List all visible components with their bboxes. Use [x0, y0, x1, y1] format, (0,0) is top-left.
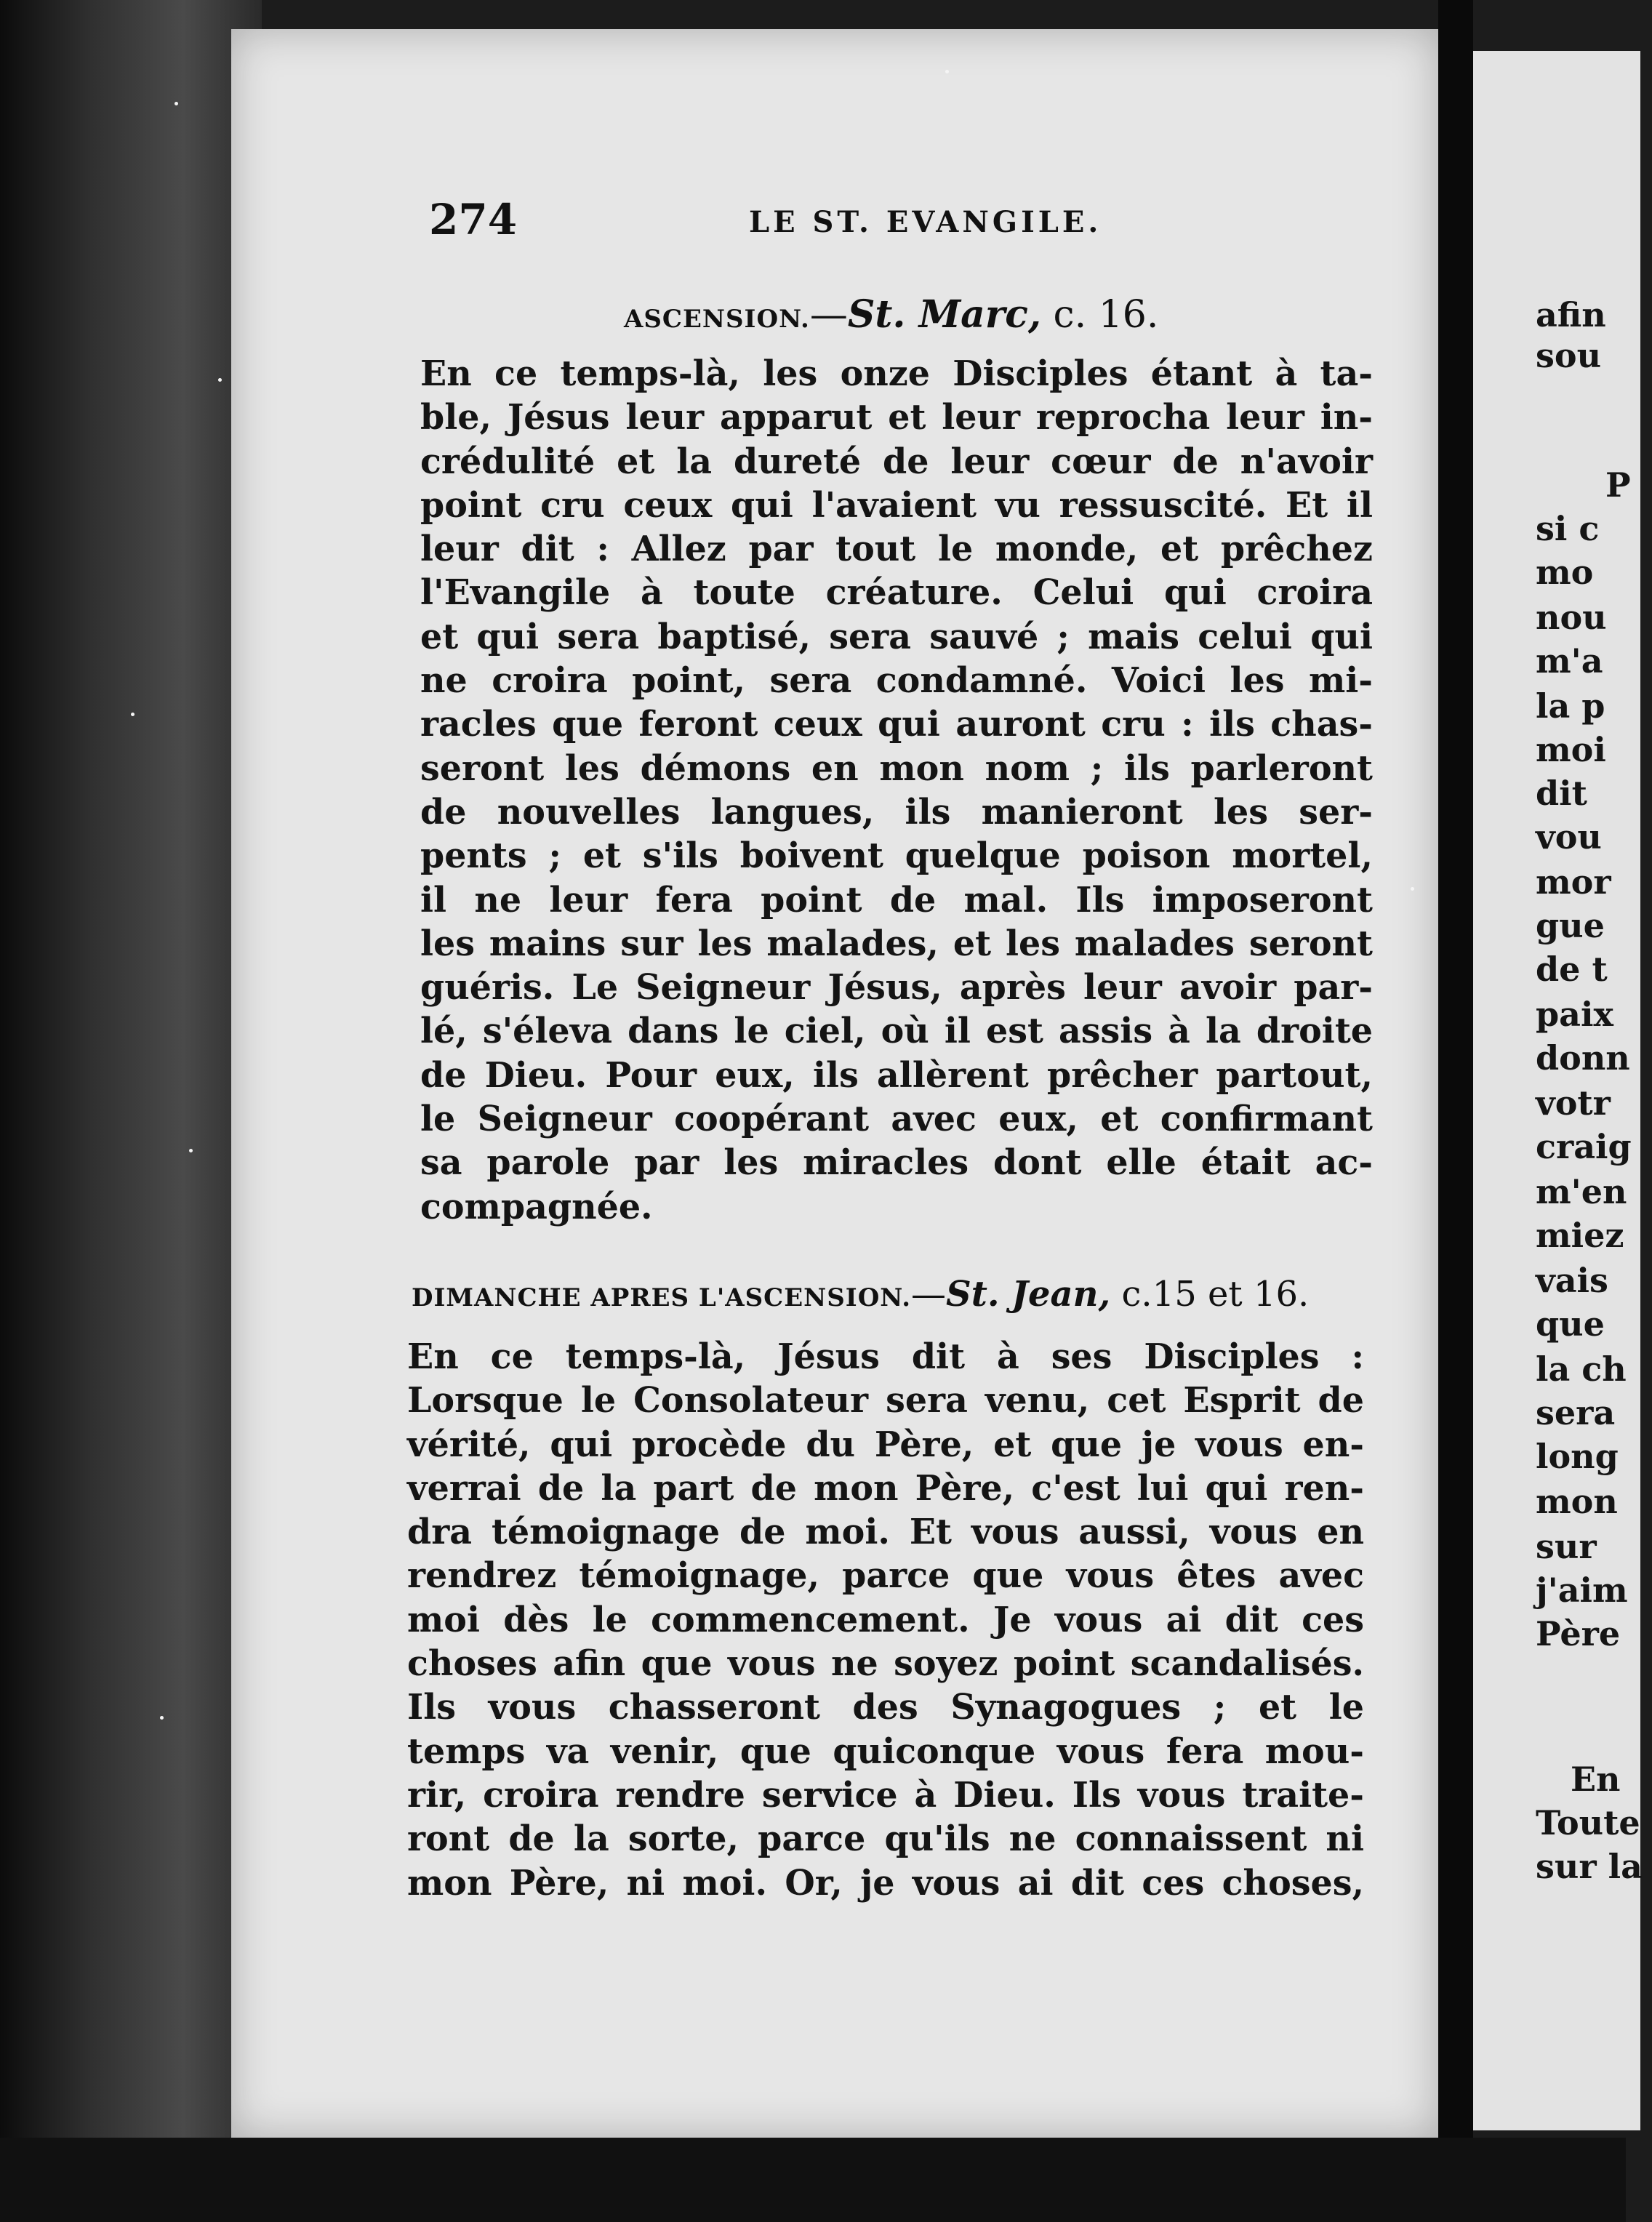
heading-gospel: St. Marc,	[847, 292, 1042, 337]
text-line: l'Evangile à toute créature. Celui qui croira	[420, 572, 1373, 614]
text-line: point cru ceux qui l'avaient vu ressuscité. Et il	[420, 484, 1373, 526]
heading-feast: ASCENSION.	[624, 305, 810, 334]
fragment-line: afin	[1536, 295, 1606, 334]
fragment-line: dit	[1536, 774, 1587, 813]
fragment-line: mor	[1536, 862, 1611, 902]
fragment-line: de t	[1536, 950, 1608, 989]
fragment-line: craig	[1536, 1127, 1632, 1166]
heading-chapter: c.15 et 16.	[1110, 1274, 1310, 1315]
text-line: choses afin que vous ne soyez point scandalisés.	[407, 1643, 1364, 1685]
fragment-line: P	[1605, 465, 1631, 505]
page-number: 274	[429, 195, 518, 244]
fragment-line: sou	[1536, 336, 1602, 375]
fragment-line: moi	[1536, 730, 1606, 769]
fragment-line: m'en	[1536, 1172, 1627, 1211]
fragment-line: si c	[1536, 509, 1600, 548]
text-line: En ce temps-là, les onze Disciples étant à ta-	[420, 353, 1373, 394]
text-line: guéris. Le Seigneur Jésus, après leur avoir par-	[420, 967, 1373, 1008]
fragment-line: sera	[1536, 1393, 1616, 1432]
text-line: Ils vous chasseront des Synagogues ; et le	[407, 1687, 1364, 1728]
text-line: il ne leur fera point de mal. Ils imposeront	[420, 879, 1373, 921]
fragment-line: gue	[1536, 906, 1605, 945]
text-line: ble, Jésus leur apparut et leur reprocha leur in-	[420, 397, 1373, 438]
text-line: leur dit : Allez par tout le monde, et prêchez	[420, 529, 1373, 570]
heading-gospel: St. Jean,	[946, 1274, 1111, 1315]
fragment-line: En	[1571, 1760, 1621, 1799]
scan-speck	[175, 102, 178, 105]
fragment-line: votr	[1536, 1083, 1611, 1123]
text-line: rir, croira rendre service à Dieu. Ils vous traite-	[407, 1774, 1364, 1816]
scan-speck	[1411, 887, 1414, 891]
fragment-line: j'aim	[1536, 1571, 1628, 1610]
heading-dash: —	[911, 1274, 947, 1315]
fragment-line: paix	[1536, 995, 1613, 1034]
text-line: lé, s'éleva dans le ciel, où il est assis à la droite	[420, 1011, 1373, 1052]
fragment-line: donn	[1536, 1038, 1630, 1078]
fragment-line: mon	[1536, 1482, 1618, 1521]
text-line: et qui sera baptisé, sera sauvé ; mais celui qui	[420, 616, 1373, 657]
gospel-passage-sunday	[407, 1335, 1364, 1905]
fragment-line: nou	[1536, 598, 1607, 637]
text-line: sa parole par les miracles dont elle était ac-	[420, 1142, 1373, 1184]
fragment-line: m'a	[1536, 641, 1603, 681]
fragment-line: sur	[1536, 1527, 1597, 1566]
running-head	[429, 195, 1374, 253]
fragment-line: la p	[1536, 686, 1605, 726]
text-line: le Seigneur coopérant avec eux, et confirmant	[420, 1099, 1373, 1140]
text-line: ront de la sorte, parce qu'ils ne connaissent ni	[407, 1818, 1364, 1860]
text-line: Lorsque le Consolateur sera venu, cet Esprit de	[407, 1380, 1364, 1421]
fragment-line: Père	[1536, 1614, 1621, 1653]
heading-feast: DIMANCHE APRES L'ASCENSION.	[412, 1283, 912, 1312]
scan-speck	[218, 378, 222, 382]
left-binding-gutter	[0, 0, 262, 2222]
text-line: de Dieu. Pour eux, ils allèrent prêcher partout,	[420, 1054, 1373, 1096]
text-line: moi dès le commencement. Je vous ai dit ces	[407, 1599, 1364, 1640]
scan-speck	[160, 1716, 164, 1720]
text-line: racles que feront ceux qui auront cru : ils chas-	[420, 704, 1373, 745]
fragment-line: vou	[1536, 817, 1602, 857]
text-line: En ce temps-là, Jésus dit à ses Disciples :	[407, 1336, 1364, 1377]
heading-chapter: c. 16.	[1041, 293, 1159, 337]
scan-bottom-border	[0, 2138, 1626, 2222]
scan-speck	[189, 1149, 193, 1152]
fragment-line: la ch	[1536, 1349, 1627, 1389]
fragment-line: que	[1536, 1304, 1605, 1344]
section-heading-sunday-after-ascension	[412, 1274, 1309, 1315]
scan-speck	[131, 713, 135, 716]
scan-speck	[945, 70, 949, 73]
text-line: temps va venir, que quiconque vous fera mou-	[407, 1730, 1364, 1772]
text-line: rendrez témoignage, parce que vous êtes avec	[407, 1555, 1364, 1597]
text-line: de nouvelles langues, ils manieront les ser-	[420, 791, 1373, 833]
text-line: dra témoignage de moi. Et vous aussi, vous en	[407, 1512, 1364, 1553]
fragment-line: Toute	[1536, 1803, 1640, 1842]
fragment-line: long	[1536, 1437, 1619, 1476]
fragment-line: miez	[1536, 1216, 1624, 1255]
fragment-line: sur la	[1536, 1847, 1643, 1886]
running-title: LE ST. EVANGILE.	[749, 205, 1102, 239]
text-line: les mains sur les malades, et les malades seront	[420, 923, 1373, 964]
text-line-last: compagnée.	[420, 1186, 653, 1227]
fragment-line: mo	[1536, 553, 1594, 592]
heading-dash: —	[809, 293, 848, 337]
fragment-line: vais	[1536, 1261, 1608, 1300]
text-line: seront les démons en mon nom ; ils parleront	[420, 747, 1373, 789]
section-heading-ascension	[624, 292, 1158, 337]
text-line: mon Père, ni moi. Or, je vous ai dit ces choses,	[407, 1862, 1364, 1904]
text-line: pents ; et s'ils boivent quelque poison mortel,	[420, 835, 1373, 877]
center-gutter	[1438, 0, 1473, 2222]
text-line: verrai de la part de mon Père, c'est lui qui ren-	[407, 1467, 1364, 1509]
text-line: crédulité et la dureté de leur cœur de n'avoir	[420, 441, 1373, 482]
gospel-passage-ascension	[420, 352, 1373, 1229]
text-line: vérité, qui procède du Père, et que je vous en-	[407, 1424, 1364, 1465]
text-line: ne croira point, sera condamné. Voici les mi-	[420, 660, 1373, 702]
